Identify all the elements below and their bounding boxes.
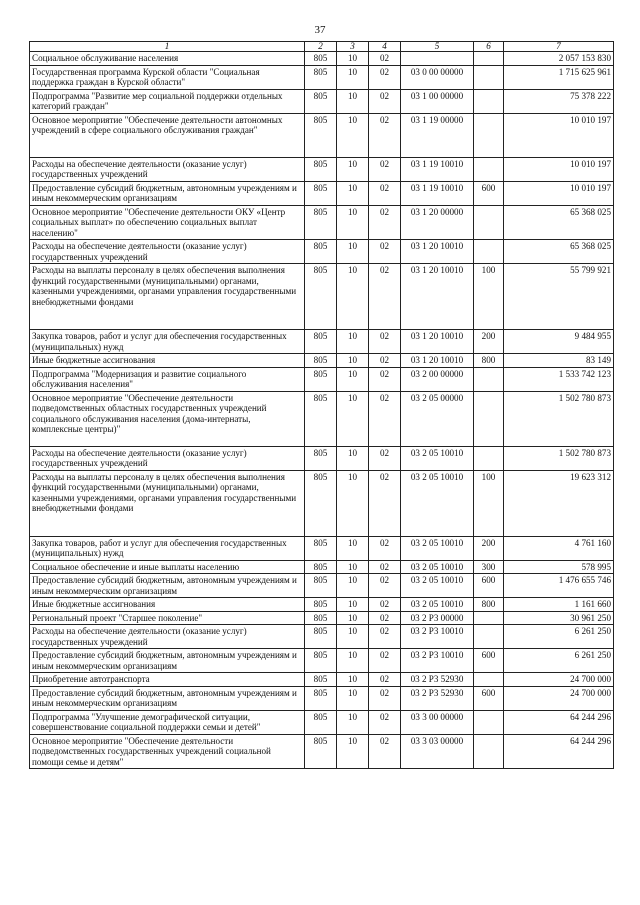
cell-pr: 02 (369, 686, 401, 710)
cell-vr: 300 (474, 560, 504, 574)
cell-pr: 02 (369, 157, 401, 181)
cell-pr: 02 (369, 354, 401, 368)
cell-rz: 10 (337, 354, 369, 368)
cell-rz: 10 (337, 367, 369, 391)
cell-rz: 10 (337, 113, 369, 157)
cell-gr: 805 (305, 52, 337, 66)
cell-pr: 02 (369, 181, 401, 205)
cell-rz: 10 (337, 649, 369, 673)
table-row (30, 181, 614, 205)
cell-csr (401, 52, 474, 66)
table-row (30, 470, 614, 536)
cell-csr: 03 3 03 00000 (401, 734, 474, 769)
table-row (30, 354, 614, 368)
cell-gr: 805 (305, 574, 337, 598)
cell-csr: 03 1 20 10010 (401, 354, 474, 368)
cell-rz: 10 (337, 673, 369, 687)
col-header-sum: 7 (504, 42, 614, 52)
cell-rz: 10 (337, 625, 369, 649)
cell-csr: 03 1 00 00000 (401, 89, 474, 113)
table-row (30, 113, 614, 157)
cell-pr: 02 (369, 673, 401, 687)
cell-vr (474, 710, 504, 734)
cell-sum: 4 761 160 (504, 536, 614, 560)
cell-name: Основное мероприятие "Обеспечение деятельности автономных учреждений в сфере социального обслуживания граждан" (30, 113, 305, 157)
cell-vr: 800 (474, 354, 504, 368)
cell-gr: 805 (305, 560, 337, 574)
cell-pr: 02 (369, 710, 401, 734)
table-row (30, 560, 614, 574)
cell-name: Предоставление субсидий бюджетным, автономным учреждениям и иным некоммерческим организациям (30, 686, 305, 710)
cell-vr (474, 240, 504, 264)
cell-pr: 02 (369, 598, 401, 612)
cell-rz: 10 (337, 574, 369, 598)
cell-gr: 805 (305, 446, 337, 470)
cell-vr (474, 89, 504, 113)
cell-rz: 10 (337, 536, 369, 560)
cell-pr: 02 (369, 560, 401, 574)
cell-csr: 03 1 19 10010 (401, 181, 474, 205)
cell-vr (474, 734, 504, 769)
table-row (30, 734, 614, 769)
cell-pr: 02 (369, 113, 401, 157)
cell-gr: 805 (305, 89, 337, 113)
cell-csr: 03 2 05 10010 (401, 446, 474, 470)
cell-rz: 10 (337, 181, 369, 205)
cell-name: Предоставление субсидий бюджетным, автономным учреждениям и иным некоммерческим организациям (30, 649, 305, 673)
cell-sum: 2 057 153 830 (504, 52, 614, 66)
cell-vr (474, 367, 504, 391)
cell-sum: 1 502 780 873 (504, 446, 614, 470)
cell-vr: 600 (474, 181, 504, 205)
table-body (30, 52, 614, 769)
cell-csr: 03 2 P3 52930 (401, 673, 474, 687)
cell-csr: 03 2 05 10010 (401, 470, 474, 536)
cell-csr: 03 0 00 00000 (401, 65, 474, 89)
cell-vr (474, 52, 504, 66)
cell-name: Подпрограмма "Улучшение демографической ситуации, совершенствование социальной поддержки семьи и детей" (30, 710, 305, 734)
cell-name: Государственная программа Курской области "Социальная поддержка граждан в Курской области" (30, 65, 305, 89)
cell-sum: 1 715 625 961 (504, 65, 614, 89)
cell-vr: 800 (474, 598, 504, 612)
cell-sum: 1 161 660 (504, 598, 614, 612)
cell-csr: 03 2 05 00000 (401, 391, 474, 446)
cell-vr (474, 391, 504, 446)
cell-sum: 19 623 312 (504, 470, 614, 536)
cell-name: Социальное обеспечение и иные выплаты населению (30, 560, 305, 574)
cell-sum: 1 533 742 123 (504, 367, 614, 391)
cell-sum: 578 995 (504, 560, 614, 574)
table-row (30, 52, 614, 66)
cell-name: Предоставление субсидий бюджетным, автономным учреждениям и иным некоммерческим организациям (30, 181, 305, 205)
cell-rz: 10 (337, 157, 369, 181)
cell-name: Региональный проект "Старшее поколение" (30, 611, 305, 625)
cell-rz: 10 (337, 470, 369, 536)
col-header-name: 1 (30, 42, 305, 52)
cell-gr: 805 (305, 205, 337, 240)
cell-sum: 9 484 955 (504, 330, 614, 354)
cell-vr: 200 (474, 536, 504, 560)
cell-vr (474, 65, 504, 89)
cell-sum: 24 700 000 (504, 673, 614, 687)
table-row (30, 710, 614, 734)
cell-pr: 02 (369, 574, 401, 598)
cell-vr: 600 (474, 686, 504, 710)
cell-gr: 805 (305, 470, 337, 536)
cell-csr: 03 1 20 10010 (401, 330, 474, 354)
table-row (30, 611, 614, 625)
cell-rz: 10 (337, 264, 369, 330)
table-row (30, 367, 614, 391)
cell-vr: 100 (474, 264, 504, 330)
cell-name: Подпрограмма "Развитие мер социальной поддержки отдельных категорий граждан" (30, 89, 305, 113)
cell-csr: 03 2 00 00000 (401, 367, 474, 391)
cell-name: Основное мероприятие "Обеспечение деятельности подведомственных областных государственных учреждений социального обслуживания населения (дома-интернаты, комплексные центры)" (30, 391, 305, 446)
cell-sum: 65 368 025 (504, 240, 614, 264)
cell-csr: 03 2 05 10010 (401, 560, 474, 574)
cell-csr: 03 1 20 10010 (401, 264, 474, 330)
header-row (30, 42, 614, 52)
cell-vr (474, 625, 504, 649)
cell-gr: 805 (305, 264, 337, 330)
cell-gr: 805 (305, 65, 337, 89)
table-row (30, 673, 614, 687)
col-header-rz: 3 (337, 42, 369, 52)
cell-vr (474, 205, 504, 240)
cell-gr: 805 (305, 611, 337, 625)
cell-name: Расходы на обеспечение деятельности (оказание услуг) государственных учреждений (30, 446, 305, 470)
cell-gr: 805 (305, 367, 337, 391)
cell-rz: 10 (337, 52, 369, 66)
cell-sum: 6 261 250 (504, 649, 614, 673)
cell-csr: 03 2 P3 52930 (401, 686, 474, 710)
col-header-csr: 5 (401, 42, 474, 52)
cell-csr: 03 1 20 00000 (401, 205, 474, 240)
table-row (30, 264, 614, 330)
cell-sum: 10 010 197 (504, 157, 614, 181)
cell-vr (474, 113, 504, 157)
cell-rz: 10 (337, 65, 369, 89)
cell-name: Расходы на обеспечение деятельности (оказание услуг) государственных учреждений (30, 625, 305, 649)
cell-vr (474, 673, 504, 687)
cell-rz: 10 (337, 205, 369, 240)
table-row (30, 446, 614, 470)
cell-name: Расходы на обеспечение деятельности (оказание услуг) государственных учреждений (30, 240, 305, 264)
cell-gr: 805 (305, 734, 337, 769)
cell-sum: 65 368 025 (504, 205, 614, 240)
cell-sum: 64 244 296 (504, 710, 614, 734)
cell-pr: 02 (369, 65, 401, 89)
table-row (30, 240, 614, 264)
cell-pr: 02 (369, 734, 401, 769)
table-row (30, 157, 614, 181)
cell-rz: 10 (337, 598, 369, 612)
cell-rz: 10 (337, 89, 369, 113)
cell-vr: 200 (474, 330, 504, 354)
cell-csr: 03 1 19 10010 (401, 157, 474, 181)
cell-csr: 03 3 00 00000 (401, 710, 474, 734)
table-row (30, 89, 614, 113)
cell-vr: 600 (474, 649, 504, 673)
cell-name: Основное мероприятие "Обеспечение деятельности ОКУ «Центр социальных выплат» по обеспечению социальных выплат населению" (30, 205, 305, 240)
cell-vr: 100 (474, 470, 504, 536)
table-row (30, 686, 614, 710)
cell-rz: 10 (337, 686, 369, 710)
cell-sum: 6 261 250 (504, 625, 614, 649)
cell-name: Иные бюджетные ассигнования (30, 354, 305, 368)
cell-gr: 805 (305, 686, 337, 710)
table-row (30, 391, 614, 446)
col-header-gr: 2 (305, 42, 337, 52)
cell-csr: 03 2 P3 00000 (401, 611, 474, 625)
page-number: 37 (314, 24, 326, 36)
cell-name: Закупка товаров, работ и услуг для обеспечения государственных (муниципальных) нужд (30, 536, 305, 560)
cell-name: Предоставление субсидий бюджетным, автономным учреждениям и иным некоммерческим организациям (30, 574, 305, 598)
cell-pr: 02 (369, 89, 401, 113)
table-row (30, 536, 614, 560)
cell-rz: 10 (337, 240, 369, 264)
cell-gr: 805 (305, 181, 337, 205)
cell-gr: 805 (305, 330, 337, 354)
cell-name: Расходы на выплаты персоналу в целях обеспечения выполнения функций государственными (муниципальными) органами, казенными учреждениями, органами управления государственными внебюджетными фондами (30, 470, 305, 536)
cell-gr: 805 (305, 598, 337, 612)
cell-name: Социальное обслуживание населения (30, 52, 305, 66)
cell-pr: 02 (369, 446, 401, 470)
cell-name: Расходы на обеспечение деятельности (оказание услуг) государственных учреждений (30, 157, 305, 181)
cell-sum: 10 010 197 (504, 181, 614, 205)
cell-pr: 02 (369, 625, 401, 649)
cell-csr: 03 1 20 10010 (401, 240, 474, 264)
cell-pr: 02 (369, 536, 401, 560)
cell-gr: 805 (305, 157, 337, 181)
budget-table (29, 41, 614, 769)
cell-sum: 64 244 296 (504, 734, 614, 769)
cell-name: Приобретение автотранспорта (30, 673, 305, 687)
cell-vr: 600 (474, 574, 504, 598)
cell-sum: 30 961 250 (504, 611, 614, 625)
table-row (30, 598, 614, 612)
cell-pr: 02 (369, 52, 401, 66)
cell-rz: 10 (337, 446, 369, 470)
cell-pr: 02 (369, 264, 401, 330)
cell-gr: 805 (305, 240, 337, 264)
cell-sum: 83 149 (504, 354, 614, 368)
cell-csr: 03 1 19 00000 (401, 113, 474, 157)
cell-pr: 02 (369, 205, 401, 240)
cell-rz: 10 (337, 734, 369, 769)
table-row (30, 330, 614, 354)
cell-sum: 24 700 000 (504, 686, 614, 710)
cell-csr: 03 2 05 10010 (401, 574, 474, 598)
cell-name: Закупка товаров, работ и услуг для обеспечения государственных (муниципальных) нужд (30, 330, 305, 354)
table-row (30, 65, 614, 89)
cell-vr (474, 446, 504, 470)
cell-csr: 03 2 P3 10010 (401, 649, 474, 673)
cell-csr: 03 2 05 10010 (401, 536, 474, 560)
cell-pr: 02 (369, 611, 401, 625)
cell-sum: 55 799 921 (504, 264, 614, 330)
cell-rz: 10 (337, 560, 369, 574)
cell-gr: 805 (305, 649, 337, 673)
col-header-vr: 6 (474, 42, 504, 52)
cell-sum: 75 378 222 (504, 89, 614, 113)
cell-name: Расходы на выплаты персоналу в целях обеспечения выполнения функций государственными (муниципальными) органами, казенными учреждениями, органами управления государственными внебюджетными фондами (30, 264, 305, 330)
cell-pr: 02 (369, 330, 401, 354)
cell-name: Подпрограмма "Модернизация и развитие социального обслуживания населения" (30, 367, 305, 391)
cell-gr: 805 (305, 710, 337, 734)
cell-sum: 1 502 780 873 (504, 391, 614, 446)
cell-sum: 10 010 197 (504, 113, 614, 157)
cell-name: Основное мероприятие "Обеспечение деятельности подведомственных государственных учреждений социальной помощи семье и детям" (30, 734, 305, 769)
cell-gr: 805 (305, 391, 337, 446)
cell-pr: 02 (369, 470, 401, 536)
table-row (30, 625, 614, 649)
table-row (30, 574, 614, 598)
cell-vr (474, 157, 504, 181)
cell-pr: 02 (369, 391, 401, 446)
table-row (30, 649, 614, 673)
cell-pr: 02 (369, 367, 401, 391)
cell-csr: 03 2 P3 10010 (401, 625, 474, 649)
cell-sum: 1 476 655 746 (504, 574, 614, 598)
cell-csr: 03 2 05 10010 (401, 598, 474, 612)
cell-rz: 10 (337, 391, 369, 446)
cell-rz: 10 (337, 330, 369, 354)
cell-rz: 10 (337, 611, 369, 625)
cell-gr: 805 (305, 354, 337, 368)
cell-name: Иные бюджетные ассигнования (30, 598, 305, 612)
cell-pr: 02 (369, 240, 401, 264)
cell-gr: 805 (305, 113, 337, 157)
cell-gr: 805 (305, 673, 337, 687)
cell-gr: 805 (305, 625, 337, 649)
table-row (30, 205, 614, 240)
col-header-pr: 4 (369, 42, 401, 52)
cell-gr: 805 (305, 536, 337, 560)
cell-vr (474, 611, 504, 625)
cell-pr: 02 (369, 649, 401, 673)
cell-rz: 10 (337, 710, 369, 734)
